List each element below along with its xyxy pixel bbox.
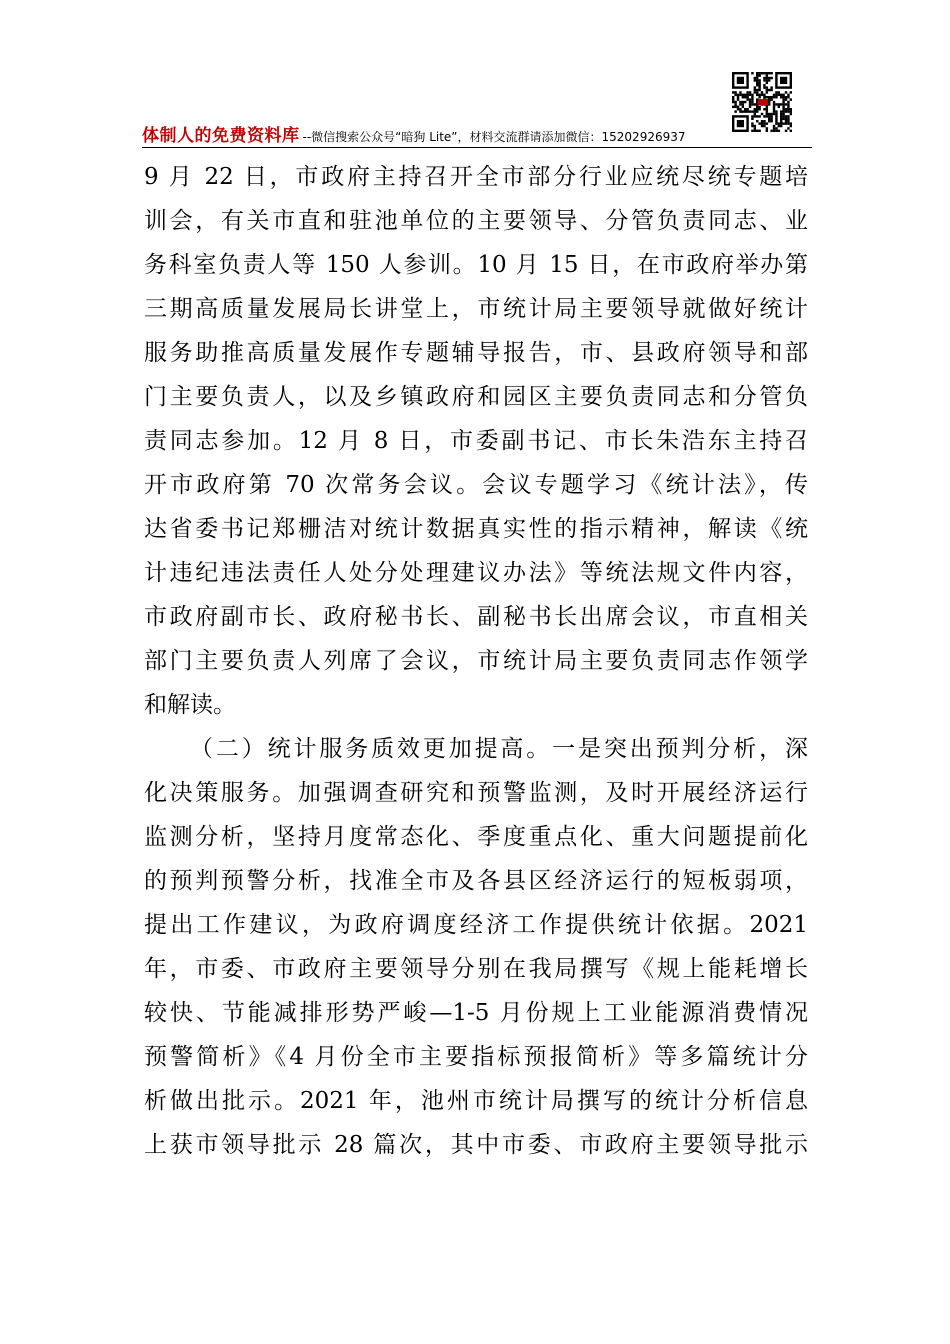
header-title: 体制人的免费资料库 bbox=[142, 126, 300, 146]
body-line-18: 提出工作建议，为政府调度经济工作提供统计依据。2021 bbox=[144, 912, 808, 938]
body-line-22: 析做出批示。2021 年，池州市统计局撰写的统计分析信息 bbox=[144, 1088, 808, 1114]
document-body bbox=[144, 155, 808, 1167]
body-line-13: 和解读。 bbox=[144, 692, 236, 718]
body-line-2: 训会，有关市直和驻池单位的主要领导、分管负责同志、业 bbox=[144, 208, 808, 234]
body-line-21: 预警简析》《4 月份全市主要指标预报简析》等多篇统计分 bbox=[144, 1044, 808, 1070]
body-line-19: 年，市委、市政府主要领导分别在我局撰写《规上能耗增长 bbox=[144, 956, 808, 982]
body-line-8: 开市政府第 70 次常务会议。会议专题学习《统计法》，传 bbox=[144, 472, 808, 498]
qr-code-graphic bbox=[732, 72, 792, 132]
header-divider bbox=[142, 147, 812, 148]
body-line-3: 务科室负责人等 150 人参训。10 月 15 日，在市政府举办第 bbox=[144, 252, 808, 278]
body-line-14: （二）统计服务质效更加提高。一是突出预判分析，深 bbox=[190, 736, 808, 762]
body-line-12: 部门主要负责人列席了会议，市统计局主要负责同志作领学 bbox=[144, 648, 808, 674]
body-line-5: 服务助推高质量发展作专题辅导报告，市、县政府领导和部 bbox=[144, 340, 808, 366]
body-line-15: 化决策服务。加强调查研究和预警监测，及时开展经济运行 bbox=[144, 780, 808, 806]
body-line-6: 门主要负责人，以及乡镇政府和园区主要负责同志和分管负 bbox=[144, 384, 808, 410]
body-line-1: 9 月 22 日，市政府主持召开全市部分行业应统尽统专题培 bbox=[144, 164, 808, 190]
body-line-7: 责同志参加。12 月 8 日，市委副书记、市长朱浩东主持召 bbox=[144, 428, 808, 454]
body-line-17: 的预判预警分析，找准全市及各县区经济运行的短板弱项， bbox=[144, 868, 808, 894]
page-header bbox=[142, 122, 814, 146]
body-line-20: 较快、节能减排形势严峻—1-5 月份规上工业能源消费情况 bbox=[144, 1000, 808, 1026]
qr-code-icon bbox=[732, 72, 792, 132]
body-line-23: 上获市领导批示 28 篇次，其中市委、市政府主要领导批示 bbox=[144, 1132, 808, 1158]
body-line-10: 计违纪违法责任人处分处理建议办法》等统法规文件内容， bbox=[144, 560, 808, 586]
body-line-16: 监测分析，坚持月度常态化、季度重点化、重大问题提前化 bbox=[144, 824, 808, 850]
header-note: --微信搜索公众号“暗狗 Lite”，材料交流群请添加微信：15202926937 bbox=[302, 130, 686, 144]
body-line-11: 市政府副市长、政府秘书长、副秘书长出席会议，市直相关 bbox=[144, 604, 808, 630]
body-line-9: 达省委书记郑栅洁对统计数据真实性的指示精神，解读《统 bbox=[144, 516, 808, 542]
body-line-4: 三期高质量发展局长讲堂上，市统计局主要领导就做好统计 bbox=[144, 296, 808, 322]
